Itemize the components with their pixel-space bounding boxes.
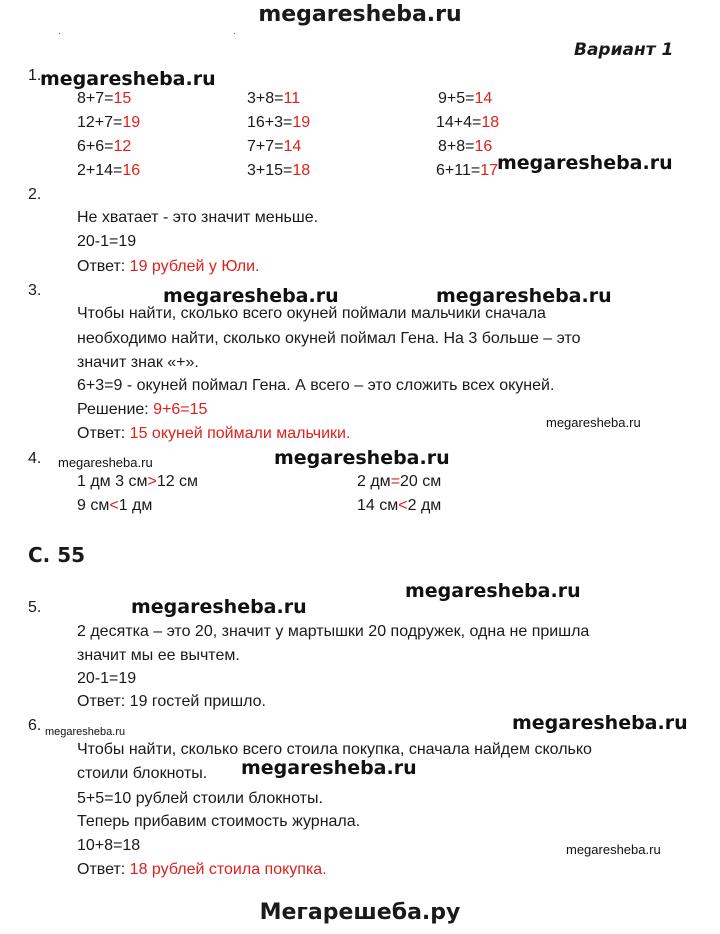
text-line: 6+3=9 - окуней поймал Гена. А всего – это сложить всех окуней. — [77, 377, 555, 394]
text-line: 10+8=18 — [77, 837, 141, 854]
watermark: megaresheba.ru — [546, 415, 641, 430]
text-line: 20-1=19 — [77, 670, 137, 687]
task-number: 4. — [28, 450, 42, 467]
watermark: megaresheba.ru — [566, 842, 661, 857]
watermark: megaresheba.ru — [436, 285, 612, 307]
equation: 14+4=18 — [436, 114, 500, 131]
variant-title: Вариант 1 — [574, 40, 674, 60]
site-footer: Мегарешеба.ру — [259, 900, 461, 925]
equation: 2+14=16 — [77, 162, 141, 179]
equation: 3+8=11 — [247, 90, 301, 107]
task-number: 1. — [28, 67, 42, 84]
site-header: megaresheba.ru — [258, 2, 462, 27]
comparison: 1 дм 3 см>12 см — [77, 473, 199, 490]
task-number: 6. — [28, 717, 42, 734]
watermark: megaresheba.ru — [40, 68, 216, 90]
watermark: megaresheba.ru — [163, 285, 339, 307]
text-line: значит мы ее вычтем. — [77, 647, 240, 664]
solution-line: Решение: 9+6=15 — [77, 401, 208, 418]
text-line: значит знак «+». — [77, 354, 199, 371]
watermark: megaresheba.ru — [45, 726, 126, 738]
equation: 8+8=16 — [438, 138, 493, 155]
comparison: 2 дм=20 см — [357, 473, 442, 490]
equation: 8+7=15 — [77, 90, 132, 107]
equation: 6+11=17 — [436, 162, 498, 179]
text-line: Ответ: 19 гостей пришло. — [77, 693, 266, 710]
watermark: megaresheba.ru — [405, 580, 581, 602]
text-line: Чтобы найти, сколько всего стоила покупка, сначала найдем сколько — [77, 741, 592, 758]
text-line: Чтобы найти, сколько всего окуней поймали мальчики сначала — [77, 305, 546, 322]
comparison: 14 см<2 дм — [357, 497, 442, 514]
answer-line: Ответ: 15 окуней поймали мальчики. — [77, 425, 351, 442]
task-number: 5. — [28, 599, 42, 616]
text-line: Теперь прибавим стоимость журнала. — [77, 813, 361, 830]
text-line: Не хватает - это значит меньше. — [77, 209, 319, 226]
text-line: 20-1=19 — [77, 233, 137, 250]
watermark: megaresheba.ru — [58, 455, 153, 470]
watermark: megaresheba.ru — [131, 596, 307, 618]
equation: 12+7=19 — [77, 114, 141, 131]
text-line: стоили блокноты. — [77, 765, 208, 782]
answer-line: Ответ: 19 рублей у Юли. — [77, 258, 260, 275]
page-label: С. 55 — [28, 543, 86, 567]
answer-line: Ответ: 18 рублей стоила покупка. — [77, 861, 327, 878]
scan-mark: · — [58, 28, 62, 39]
task-number: 3. — [28, 282, 42, 299]
text-line: 2 десятка – это 20, значит у мартышки 20 подружек, одна не пришла — [77, 623, 590, 640]
watermark: megaresheba.ru — [241, 757, 417, 779]
text-line: 5+5=10 рублей стоили блокноты. — [77, 790, 323, 807]
watermark: megaresheba.ru — [497, 152, 673, 174]
watermark: megaresheba.ru — [274, 447, 450, 469]
equation: 16+3=19 — [247, 114, 311, 131]
equation: 7+7=14 — [247, 138, 302, 155]
scan-mark: · — [233, 28, 237, 39]
comparison: 9 см<1 дм — [77, 497, 153, 514]
equation: 6+6=12 — [77, 138, 132, 155]
equation: 9+5=14 — [438, 90, 493, 107]
task-number: 2. — [28, 186, 42, 203]
watermark: megaresheba.ru — [512, 712, 688, 734]
text-line: необходимо найти, сколько окуней поймал Гена. На 3 больше – это — [77, 330, 581, 347]
equation: 3+15=18 — [247, 162, 311, 179]
